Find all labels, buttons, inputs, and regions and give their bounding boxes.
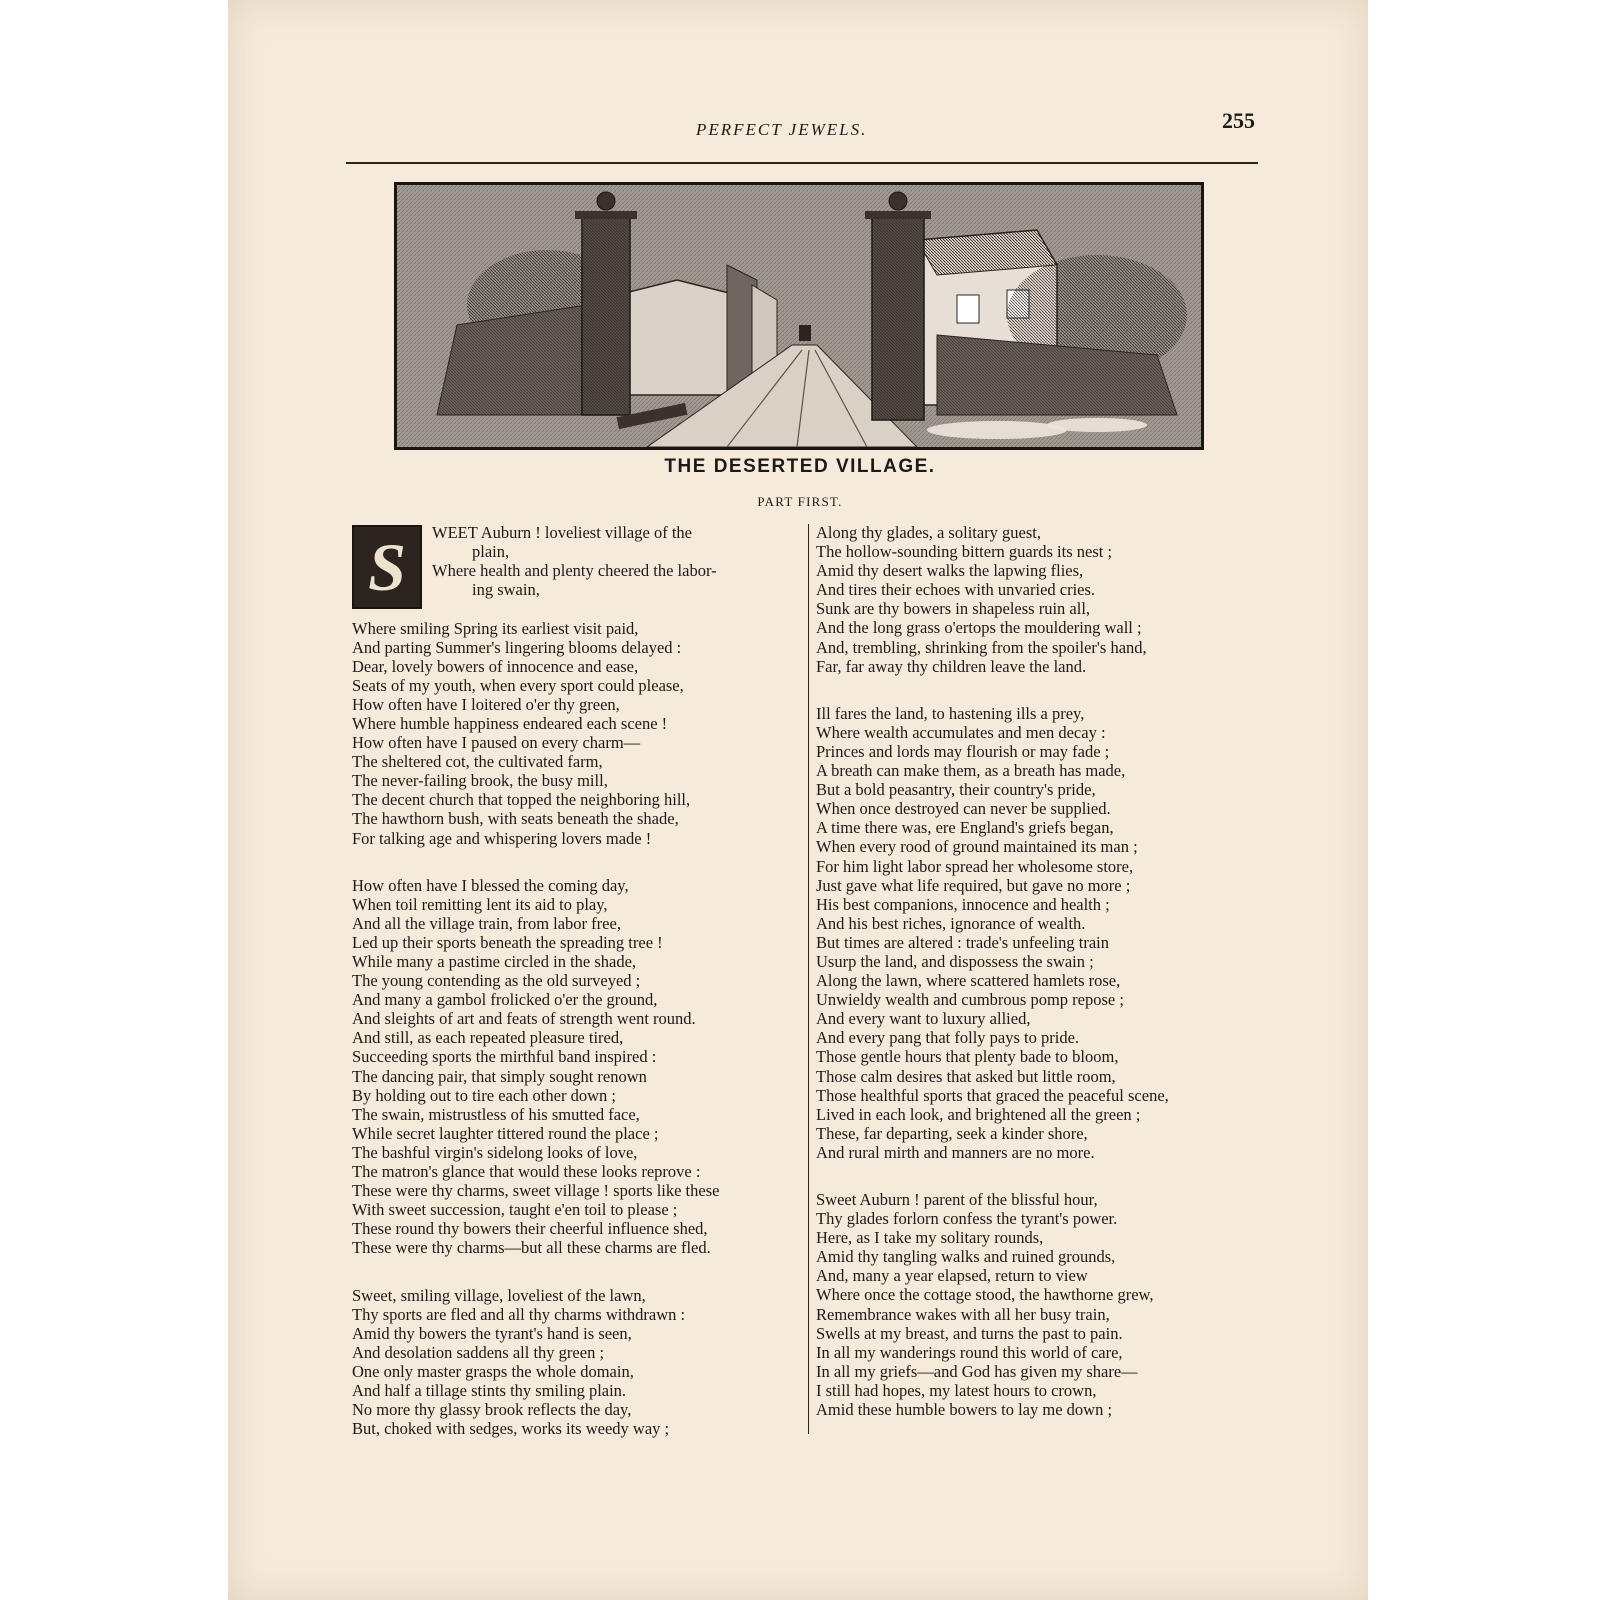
- poem-line: Ill fares the land, to hastening ills a prey,: [816, 703, 1085, 723]
- poem-line: By holding out to tire each other down ;: [352, 1085, 616, 1105]
- poem-line: Lived in each look, and brightened all the green ;: [816, 1104, 1141, 1124]
- poem-line: And desolation saddens all thy green ;: [352, 1342, 605, 1362]
- poem-line: These were thy charms—but all these charms are fled.: [352, 1238, 711, 1258]
- stanza: [816, 1190, 1256, 1419]
- poem-line: And his best riches, ignorance of wealth.: [816, 913, 1086, 933]
- poem-line: Succeeding sports the mirthful band inspired :: [352, 1047, 657, 1067]
- poem-line: And, trembling, shrinking from the spoiler's hand,: [816, 637, 1147, 657]
- poem-line: plain,: [472, 542, 510, 562]
- stanza: [816, 523, 1256, 676]
- drop-cap: S: [352, 525, 422, 609]
- poem-line: And sleights of art and feats of strength went round.: [352, 1009, 696, 1029]
- poem-line: Far, far away thy children leave the land.: [816, 656, 1087, 676]
- poem-line: How often have I blessed the coming day,: [352, 875, 629, 895]
- poem-right-column: [816, 523, 1256, 1419]
- poem-line: And many a gambol frolicked o'er the ground,: [352, 990, 658, 1010]
- poem-title: THE DESERTED VILLAGE.: [664, 456, 936, 477]
- poem-line: These round thy bowers their cheerful influence shed,: [352, 1219, 708, 1239]
- poem-line: The decent church that topped the neighboring hill,: [352, 790, 691, 810]
- poem-line: For talking age and whispering lovers made !: [352, 828, 652, 848]
- poem-line: Unwieldy wealth and cumbrous pomp repose ;: [816, 990, 1124, 1010]
- stanza: [352, 619, 802, 848]
- poem-line: While many a pastime circled in the shade,: [352, 952, 637, 971]
- poem-line: In all my griefs—and God has given my share—: [816, 1361, 1138, 1381]
- page-number: 255: [1222, 108, 1255, 133]
- poem-line: Swells at my breast, and turns the past to pain.: [816, 1323, 1123, 1343]
- poem-line: And parting Summer's lingering blooms delayed :: [352, 637, 682, 657]
- poem-line: Sunk are thy bowers in shapeless ruin all,: [816, 599, 1091, 619]
- poem-line: Where health and plenty cheered the labor-: [432, 561, 717, 581]
- poem-line: Those healthful sports that graced the peaceful scene,: [816, 1085, 1169, 1105]
- poem-line: Thy glades forlorn confess the tyrant's power.: [816, 1209, 1118, 1229]
- poem-line: The sheltered cot, the cultivated farm,: [352, 752, 603, 772]
- poem-line: His best companions, innocence and health ;: [816, 894, 1110, 914]
- poem-line: And every pang that folly pays to pride.: [816, 1028, 1080, 1048]
- poem-line: Where once the cottage stood, the hawthorne grew,: [816, 1285, 1154, 1305]
- poem-line: The hollow-sounding bittern guards its nest ;: [816, 542, 1113, 562]
- poem-line: The bashful virgin's sidelong looks of love,: [352, 1142, 638, 1162]
- poem-line: With sweet succession, taught e'en toil to please ;: [352, 1200, 678, 1220]
- poem-line: Where humble happiness endeared each scene !: [352, 713, 668, 733]
- poem-line: These, far departing, seek a kinder shore,: [816, 1123, 1088, 1143]
- poem-line: I still had hopes, my latest hours to crown,: [816, 1380, 1097, 1400]
- poem-line: And every want to luxury allied,: [816, 1009, 1031, 1029]
- poem-line: Where smiling Spring its earliest visit paid,: [352, 618, 639, 638]
- poem-line: And rural mirth and manners are no more.: [816, 1142, 1095, 1162]
- stanza: [352, 876, 802, 1258]
- opening-lines: [352, 523, 802, 619]
- poem-line: Princes and lords may flourish or may fade ;: [816, 741, 1110, 761]
- poem-line: Thy sports are fled and all thy charms withdrawn :: [352, 1304, 686, 1324]
- poem-line: And tires their echoes with unvaried cries.: [816, 580, 1096, 600]
- poem-line: The swain, mistrustless of his smutted face,: [352, 1104, 640, 1124]
- poem-line: How often have I paused on every charm—: [352, 733, 641, 753]
- first-line-end: the: [671, 523, 692, 542]
- poem-line: Here, as I take my solitary rounds,: [816, 1228, 1044, 1248]
- poem-line: The young contending as the old surveyed ;: [352, 971, 641, 991]
- poem-line: And all the village train, from labor free,: [352, 913, 621, 933]
- poem-line: Seats of my youth, when every sport could please,: [352, 675, 684, 695]
- poem-line: When toil remitting lent its aid to play,: [352, 894, 608, 914]
- poem-line: ing swain,: [472, 580, 540, 600]
- poem-line: Led up their sports beneath the spreading tree !: [352, 932, 663, 952]
- running-head: PERFECT JEWELS.: [696, 120, 868, 139]
- poem-line: Amid thy tangling walks and ruined grounds,: [816, 1247, 1116, 1267]
- poem-line: The dancing pair, that simply sought renown: [352, 1066, 647, 1086]
- poem-line: Remembrance wakes with all her busy train,: [816, 1304, 1110, 1324]
- poem-line: [432, 523, 802, 542]
- poem-line: But times are altered : trade's unfeeling train: [816, 932, 1109, 952]
- poem-line: For him light labor spread her wholesome store,: [816, 856, 1134, 876]
- first-line-word: WEET: [432, 523, 478, 542]
- poem-line: In all my wanderings round this world of care,: [816, 1342, 1123, 1362]
- first-line-rest: Auburn ! loveliest village of: [480, 523, 668, 542]
- poem-line: A breath can make them, as a breath has made,: [816, 761, 1126, 781]
- poem-line: And, many a year elapsed, return to view: [816, 1266, 1088, 1286]
- poem-line: When once destroyed can never be supplied.: [816, 799, 1111, 819]
- poem-line: These were thy charms, sweet village ! sports like these: [352, 1181, 720, 1201]
- poem-line: One only master grasps the whole domain,: [352, 1361, 634, 1381]
- poem-line: Where wealth accumulates and men decay :: [816, 722, 1106, 742]
- poem-line: Sweet, smiling village, loveliest of the lawn,: [352, 1285, 646, 1305]
- poem-line: And still, as each repeated pleasure tired,: [352, 1028, 624, 1048]
- poem-line: The hawthorn bush, with seats beneath the shade,: [352, 809, 679, 829]
- stanza: [816, 704, 1256, 1162]
- column-divider: [808, 524, 809, 1434]
- poem-line: Amid these humble bowers to lay me down ;: [816, 1400, 1113, 1420]
- poem-line: But a bold peasantry, their country's pride,: [816, 780, 1096, 800]
- poem-line: Those calm desires that asked but little room,: [816, 1066, 1116, 1086]
- poem-line: But, choked with sedges, works its weedy way ;: [352, 1419, 670, 1439]
- poem-line: No more thy glassy brook reflects the day,: [352, 1400, 632, 1420]
- poem-line: Sweet Auburn ! parent of the blissful hour,: [816, 1190, 1098, 1209]
- engraving-drawing: [397, 185, 1201, 447]
- header-rule: [346, 162, 1258, 164]
- poem-line: And half a tillage stints thy smiling plain.: [352, 1380, 627, 1400]
- poem-line: When every rood of ground maintained its man ;: [816, 837, 1138, 857]
- poem-line: And the long grass o'ertops the mouldering wall ;: [816, 618, 1142, 638]
- poem-line: The matron's glance that would these looks reprove :: [352, 1162, 701, 1182]
- poem-line: Amid thy desert walks the lapwing flies,: [816, 561, 1084, 581]
- stanza: [352, 1286, 802, 1439]
- cottage-window: [957, 295, 979, 323]
- village-gate-illustration: [394, 182, 1204, 450]
- poem-left-column: [352, 523, 802, 1438]
- cart: [799, 325, 811, 341]
- poem-line: Amid thy bowers the tyrant's hand is seen,: [352, 1323, 632, 1343]
- poem-line: Dear, lovely bowers of innocence and ease,: [352, 656, 639, 676]
- poem-line: The never-failing brook, the busy mill,: [352, 771, 608, 791]
- poem-line: Along the lawn, where scattered hamlets rose,: [816, 971, 1121, 991]
- poem-line: Just gave what life required, but gave no more ;: [816, 875, 1131, 895]
- poem-part-heading: PART FIRST.: [757, 494, 843, 509]
- poem-line: While secret laughter tittered round the place ;: [352, 1123, 659, 1143]
- poem-line: How often have I loitered o'er thy green,: [352, 694, 620, 714]
- poem-line: Those gentle hours that plenty bade to bloom,: [816, 1047, 1119, 1067]
- poem-line: Along thy glades, a solitary guest,: [816, 523, 1042, 542]
- poem-line: A time there was, ere England's griefs began,: [816, 818, 1114, 838]
- poem-line: Usurp the land, and dispossess the swain ;: [816, 951, 1094, 971]
